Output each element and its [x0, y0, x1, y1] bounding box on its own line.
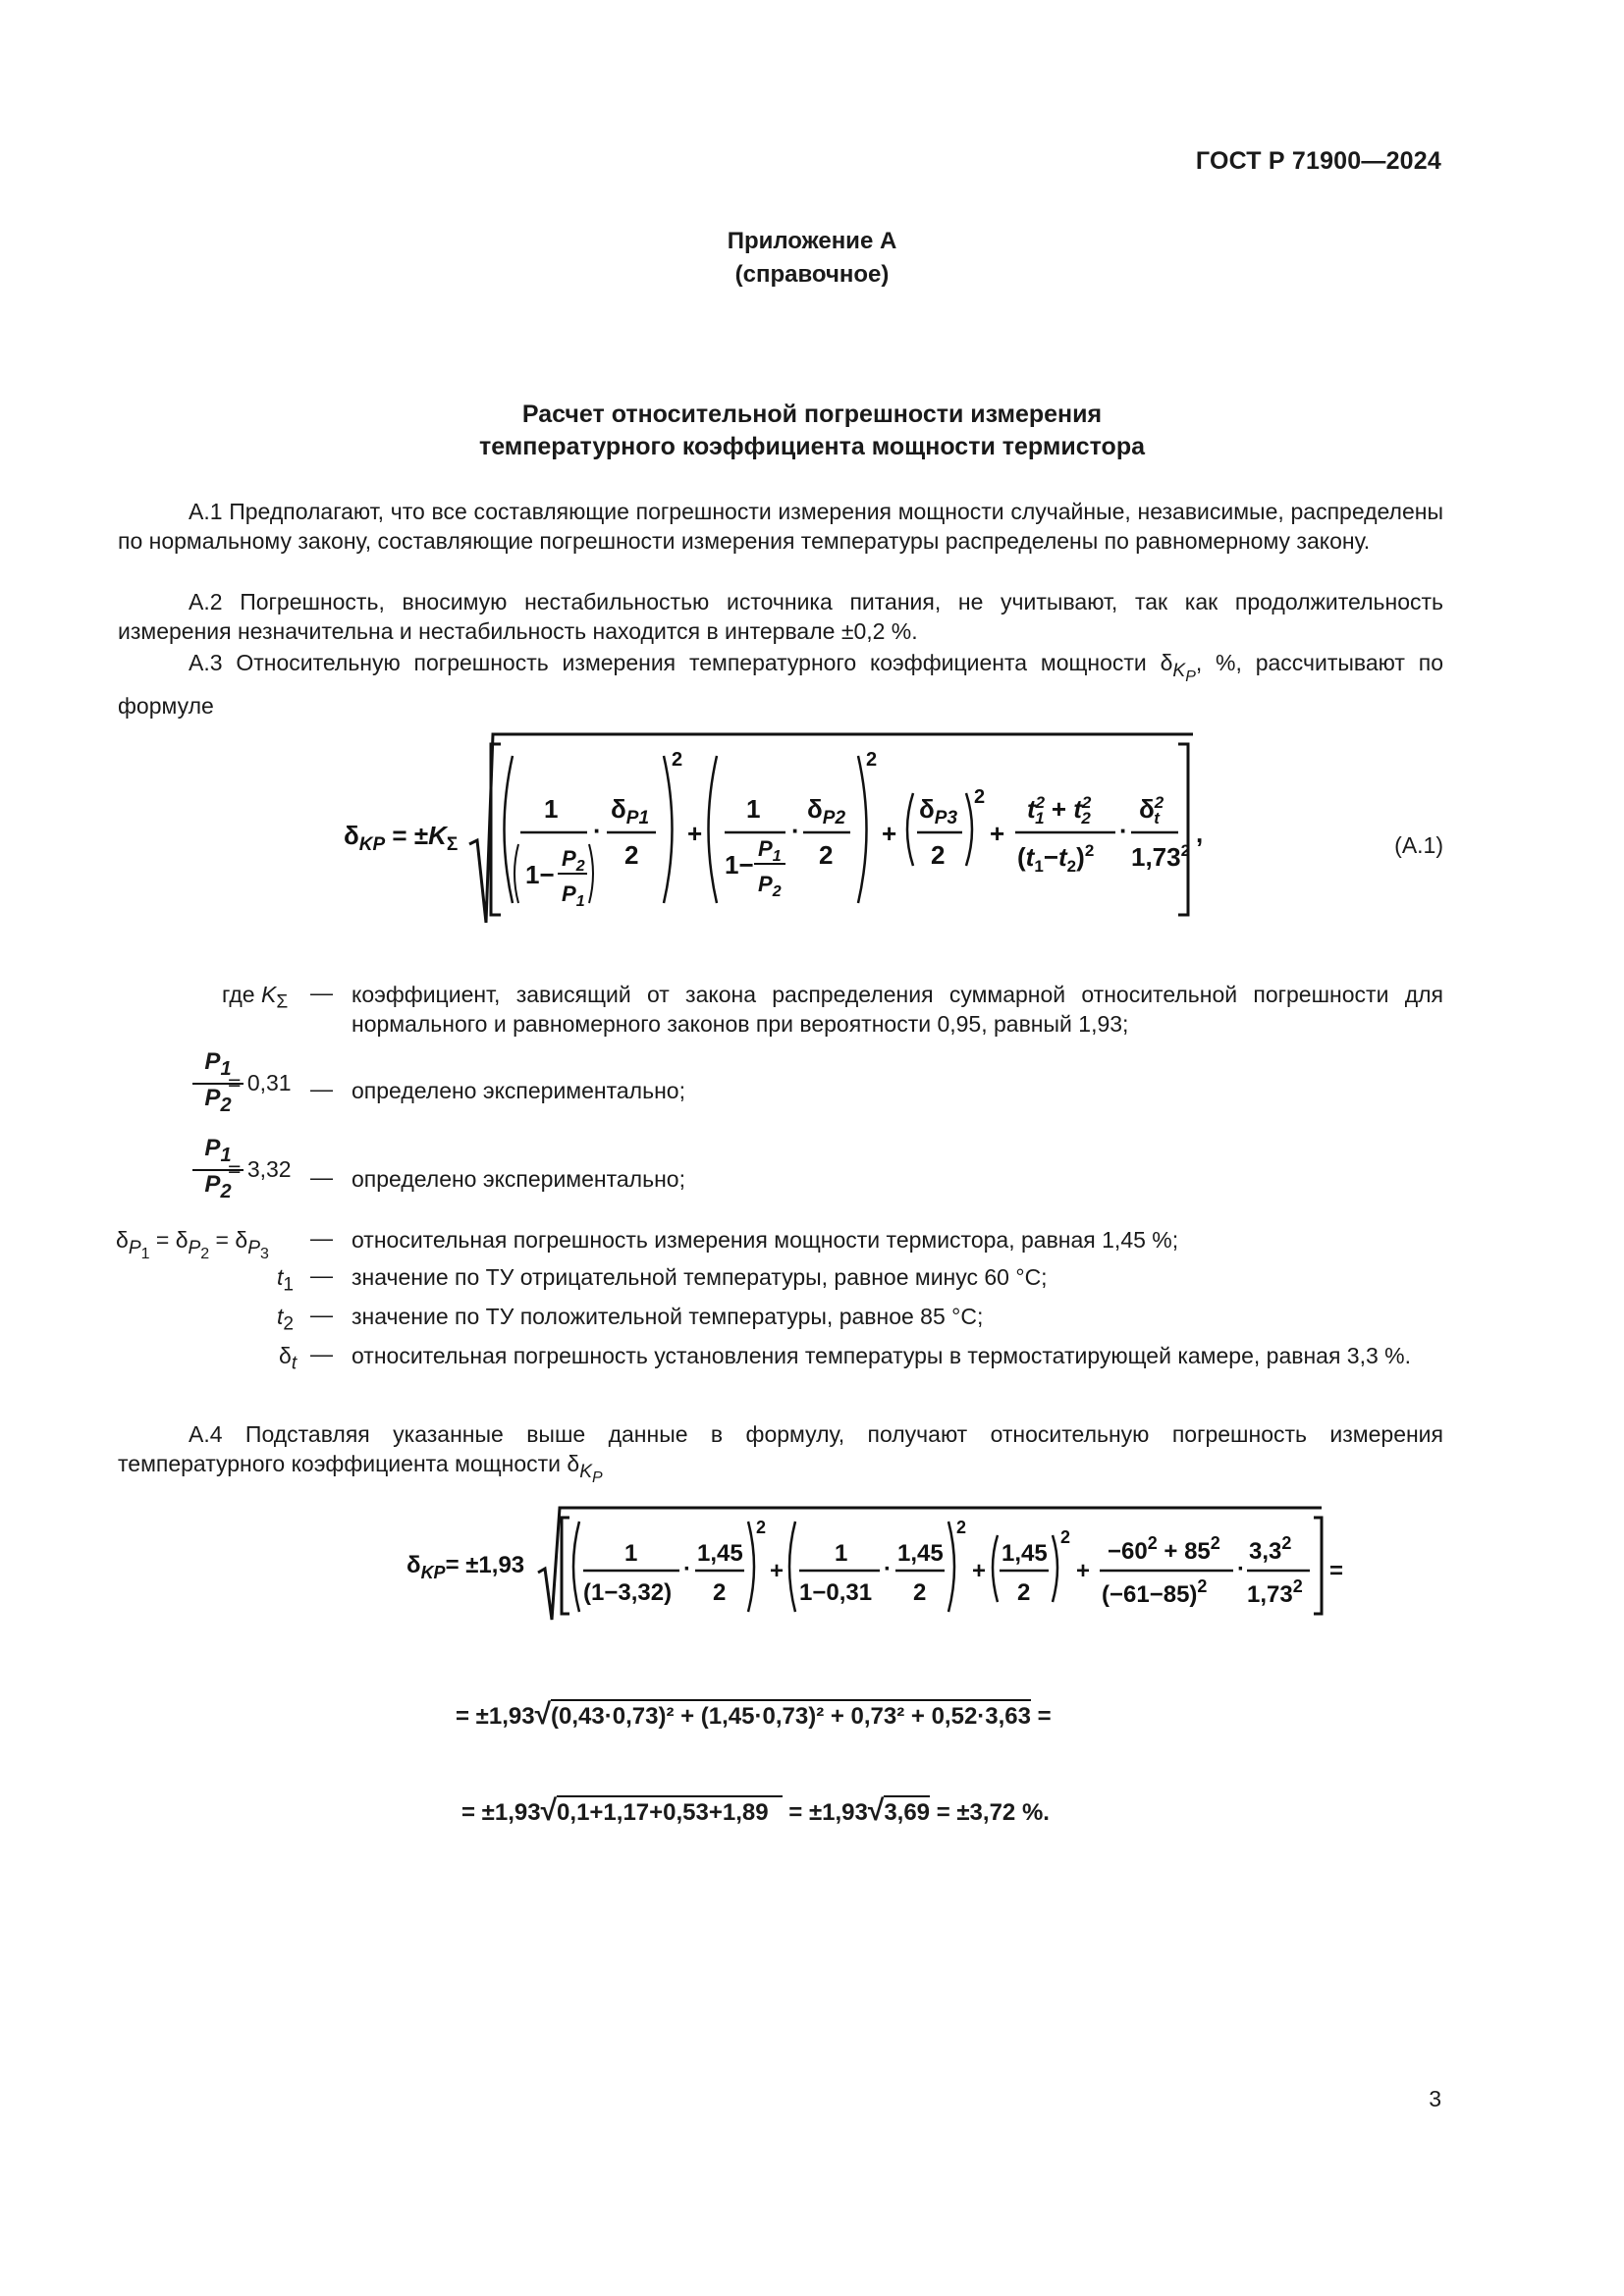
svg-text:=: =: [1329, 1558, 1344, 1584]
svg-text:2: 2: [1060, 1527, 1071, 1547]
legend-dash: —: [310, 1225, 333, 1251]
svg-text:δ2t: $\delta^2$ t: [1139, 793, 1164, 828]
calc3-result: = ±3,72 %.: [936, 1799, 1050, 1826]
calc1-coef: = ±1,93: [445, 1552, 525, 1578]
svg-text:1: 1: [624, 1540, 638, 1567]
svg-text:2: 2: [756, 1518, 767, 1537]
calc-line-3: [461, 1794, 1050, 1828]
svg-text:1−0,31: 1−0,31: [799, 1579, 873, 1606]
calc3-coef: = ±1,93: [461, 1799, 541, 1826]
formula-lhs: $\delta_{KP} = \pm K_\Sigma$: [344, 821, 459, 855]
calc-line-2: [456, 1698, 1052, 1732]
sqrt-glyph: √: [540, 1794, 558, 1827]
right-bracket: [1178, 744, 1188, 915]
delta-kp-symbol: $\delta_{K_P}$: [1160, 650, 1196, 685]
sqrt-glyph: √: [867, 1794, 885, 1827]
t1-text: значение по ТУ отрицательной температуры, равное минус 60 °С;: [352, 1264, 1048, 1290]
calc2-equals: =: [1037, 1703, 1052, 1730]
paragraph-a4: [118, 1419, 1443, 1492]
delta-p-text: относительная погрешность измерения мощности термистора, равная 1,45 %;: [352, 1227, 1179, 1253]
svg-text:2: 2: [974, 786, 986, 808]
term1-num: 1: [544, 794, 559, 824]
svg-text:P1: $P_1$: [562, 881, 585, 910]
svg-text:−602 + 852: $-60^2 + 85^2$: [1108, 1533, 1220, 1565]
where-word: где: [222, 982, 255, 1007]
svg-text:+: +: [687, 819, 703, 848]
section-title-line1: Расчет относительной погрешности измерения: [521, 400, 1103, 428]
delta-kp-symbol: $\delta_{K_P}$: [567, 1451, 603, 1486]
ratio1-fraction: $P_1$ $P_2$: [192, 1048, 244, 1119]
svg-text:δP2: $\delta_{P2}$: [807, 794, 846, 828]
legend-k-sigma: коэффициент, зависящий от закона распределения суммарной относительной погрешности для нормального и равномерного законов при вероятности 0,95, равный 1,93;: [352, 982, 1443, 1037]
legend-where: где $K_\Sigma$: [222, 982, 289, 1013]
svg-text:t21 + t22: $t^2$ $1 + t^2$ 2: [1027, 793, 1092, 828]
svg-text:3,32: $3,3^2$: [1249, 1533, 1292, 1565]
calc3-coef2: = ±1,93: [788, 1799, 868, 1826]
appendix-title: Приложение А: [727, 228, 897, 254]
ratio1-value: = 0,31: [228, 1070, 292, 1095]
delta-t-symbol: $\delta_t$: [279, 1343, 298, 1374]
term1-paren-left: [505, 756, 514, 903]
appendix-subtitle: (справочное): [734, 261, 890, 288]
legend-dash: —: [310, 1302, 333, 1327]
svg-text:+: +: [990, 819, 1005, 848]
svg-text:2: 2: [819, 840, 834, 870]
svg-text:δKP= ±1,93: $\delta_{KP}= \pm 1,93$: [406, 1552, 525, 1582]
document-id: ГОСТ Р 71900—2024: [1195, 147, 1441, 175]
ratio2-value: = 3,32: [228, 1156, 292, 1182]
svg-text:1: 1: [835, 1540, 848, 1567]
legend-dash: —: [310, 1262, 333, 1288]
page-number: 3: [1429, 2086, 1441, 2111]
svg-text:2: 2: [866, 749, 878, 771]
svg-text:,: ,: [1196, 819, 1204, 848]
t2-symbol: $t_2$: [277, 1304, 295, 1335]
svg-text:2: 2: [931, 840, 946, 870]
svg-text:P2: $P_2$: [758, 872, 782, 900]
svg-text:2: 2: [956, 1518, 967, 1537]
svg-text:δP3: $\delta_{P3}$: [919, 794, 958, 828]
calc2-coef: = ±1,93: [456, 1703, 535, 1730]
svg-text:·: ·: [1237, 1556, 1245, 1582]
legend-dash: —: [310, 980, 333, 1005]
svg-text:2: 2: [713, 1579, 727, 1606]
svg-text:2: 2: [672, 749, 683, 771]
svg-text:·: ·: [1119, 816, 1128, 845]
paragraph-a3-text2: , %, рассчитывают по формуле: [118, 650, 1443, 720]
svg-text:+: +: [882, 819, 897, 848]
svg-text:1−: 1−: [725, 850, 754, 880]
svg-text:2: 2: [624, 840, 639, 870]
paragraph-a4-text: А.4 Подставляя указанные выше данные в формулу, получают относительную погрешность измерения температурного коэффициента мощности: [118, 1421, 1443, 1476]
svg-text:1,45: 1,45: [897, 1540, 944, 1567]
ratio2-text: определено экспериментально;: [352, 1166, 685, 1192]
svg-text:(t1−t2)2: $(t_1-t_2)^2$: [1017, 841, 1095, 876]
svg-text:1,45: 1,45: [697, 1540, 743, 1567]
sqrt-glyph: √: [534, 1698, 552, 1731]
calc3-radicand2: 3,69: [884, 1795, 930, 1826]
paragraph-a1: А.1 Предполагают, что все составляющие погрешности измерения мощности случайные, независимые, распределены по нормальному закону, составляющие погрешности измерения температуры распределены по равномерному закону.: [118, 499, 1443, 554]
paragraph-a2: А.2 Погрешность, вносимую нестабильностью источника питания, не учитывают, так как продолжительность измерения незначительна и нестабильность находится в интервале ±0,2 %.: [118, 589, 1443, 644]
delta-t-text: относительная погрешность установления температуры в термостатирующей камере, равная 3,3 %.: [352, 1343, 1411, 1368]
svg-text:·: ·: [683, 1556, 691, 1582]
equation-number: (А.1): [1394, 832, 1443, 858]
svg-text:+: +: [972, 1558, 987, 1584]
calc-line-1: [0, 1500, 1624, 1628]
delta-p-symbols: $\delta_{P_1} = \delta_{P_2} = \delta_{P_3}$: [116, 1227, 269, 1262]
svg-text:1−: 1−: [525, 860, 555, 889]
left-bracket: [491, 744, 501, 915]
svg-text:·: ·: [593, 816, 602, 845]
svg-text:1,45: 1,45: [1001, 1540, 1048, 1567]
legend-dash: —: [310, 1341, 333, 1366]
svg-text:+: +: [1076, 1558, 1091, 1584]
t1-symbol: $t_1$: [277, 1264, 295, 1296]
svg-text:1: 1: [746, 794, 761, 824]
svg-text:·: ·: [884, 1556, 892, 1582]
svg-text:(1−3,32): (1−3,32): [583, 1579, 673, 1606]
ratio2-fraction: $P_1$ $P_2$: [192, 1135, 244, 1205]
svg-text:P1: $P_1$: [758, 836, 782, 865]
svg-text:2: 2: [913, 1579, 927, 1606]
section-title-line2: температурного коэффициента мощности термистора: [478, 433, 1145, 460]
svg-text:(−61−85)2: $(-61-85)^2$: [1102, 1576, 1208, 1608]
svg-text:+: +: [770, 1558, 785, 1584]
svg-text:P2: $P_2$: [562, 846, 585, 875]
paragraph-a3-text1: А.3 Относительную погрешность измерения температурного коэффициента мощности: [189, 650, 1161, 675]
svg-text:δP1: $\delta_{P1}$: [611, 794, 650, 828]
formula-a1: [0, 726, 1624, 933]
t2-text: значение по ТУ положительной температуры, равное 85 °С;: [352, 1304, 984, 1329]
svg-text:·: ·: [791, 816, 800, 845]
paragraph-a3: [118, 648, 1443, 721]
svg-text:1,732: 1,73$^2$: [1131, 841, 1191, 872]
ratio1-text: определено экспериментально;: [352, 1078, 685, 1103]
calc3-radicand: 0,1+1,17+0,53+1,89: [557, 1795, 783, 1826]
calc2-radicand: (0,43·0,73)² + (1,45·0,73)² + 0,73² + 0,52·3,63: [551, 1699, 1031, 1730]
legend-dash: —: [310, 1164, 333, 1190]
svg-text:2: 2: [1017, 1579, 1031, 1606]
legend-dash: —: [310, 1076, 333, 1101]
svg-text:1,732: 1,73$^2$: [1247, 1576, 1303, 1608]
